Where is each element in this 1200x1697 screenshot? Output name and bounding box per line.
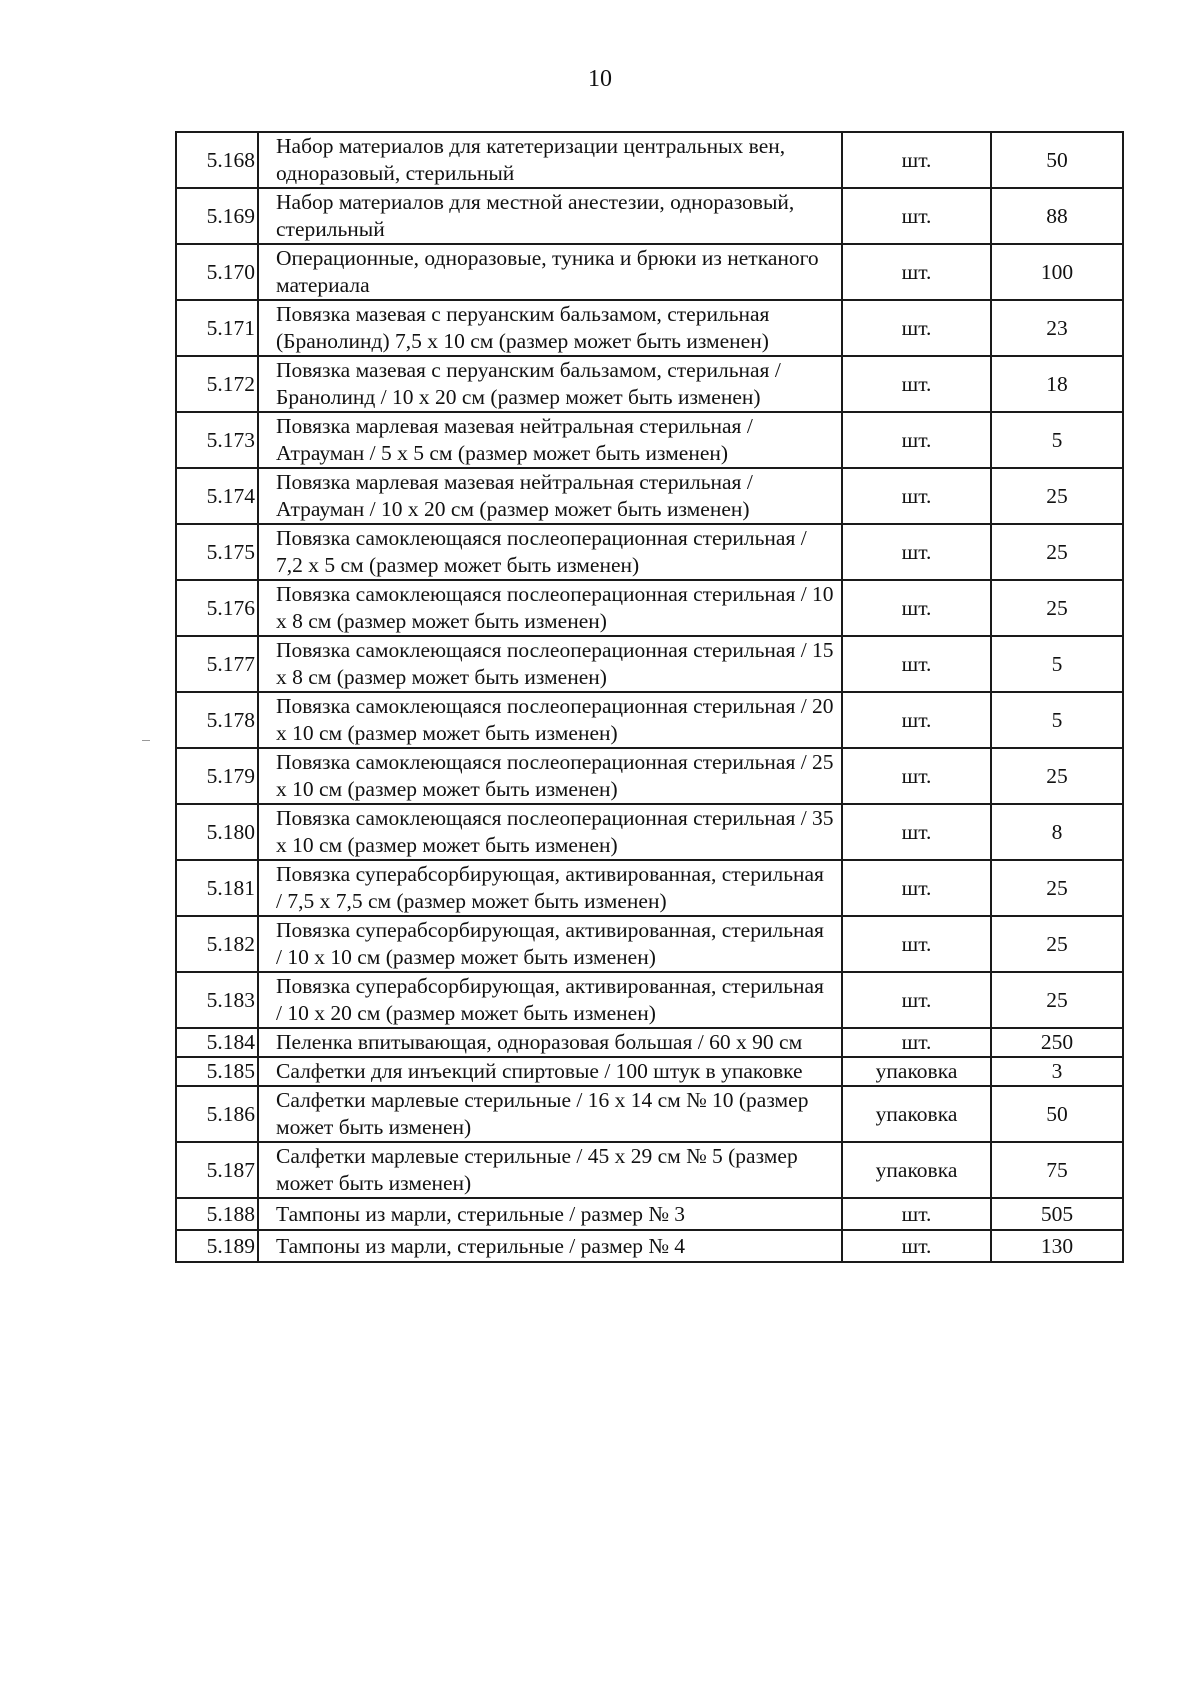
table-row: [176, 1086, 1123, 1142]
table-row: [176, 468, 1123, 524]
item-number: 5.175: [176, 524, 258, 580]
item-quantity: 18: [991, 356, 1123, 412]
table-row: [176, 580, 1123, 636]
item-description: Тампоны из марли, стерильные / размер № 3: [258, 1198, 842, 1230]
item-description: Повязка суперабсорбирующая, активированная, стерильная / 7,5 х 7,5 см (размер может быть изменен): [258, 860, 842, 916]
item-description: Повязка самоклеющаяся послеоперационная стерильная / 10 х 8 см (размер может быть изменен): [258, 580, 842, 636]
item-number: 5.178: [176, 692, 258, 748]
item-unit: шт.: [842, 188, 991, 244]
page-number: 10: [588, 66, 612, 92]
item-number: 5.172: [176, 356, 258, 412]
table-row: [176, 1230, 1123, 1262]
item-quantity: 100: [991, 244, 1123, 300]
item-number: 5.173: [176, 412, 258, 468]
table-row: [176, 244, 1123, 300]
item-quantity: 88: [991, 188, 1123, 244]
stray-scan-mark: [142, 740, 150, 741]
item-number: 5.170: [176, 244, 258, 300]
item-unit: упаковка: [842, 1086, 991, 1142]
item-description: Салфетки для инъекций спиртовые / 100 штук в упаковке: [258, 1057, 842, 1086]
item-unit: шт.: [842, 804, 991, 860]
item-quantity: 25: [991, 972, 1123, 1028]
item-description: Тампоны из марли, стерильные / размер № 4: [258, 1230, 842, 1262]
item-number: 5.177: [176, 636, 258, 692]
item-unit: шт.: [842, 412, 991, 468]
item-number: 5.188: [176, 1198, 258, 1230]
item-description: Повязка самоклеющаяся послеоперационная стерильная / 7,2 х 5 см (размер может быть изменен): [258, 524, 842, 580]
item-quantity: 3: [991, 1057, 1123, 1086]
table-row: [176, 636, 1123, 692]
item-unit: шт.: [842, 636, 991, 692]
item-quantity: 25: [991, 748, 1123, 804]
item-unit: шт.: [842, 916, 991, 972]
item-unit: шт.: [842, 580, 991, 636]
item-quantity: 50: [991, 132, 1123, 188]
item-quantity: 50: [991, 1086, 1123, 1142]
item-unit: шт.: [842, 1028, 991, 1057]
item-quantity: 23: [991, 300, 1123, 356]
item-description: Повязка самоклеющаяся послеоперационная стерильная / 20 х 10 см (размер может быть изменен): [258, 692, 842, 748]
item-number: 5.185: [176, 1057, 258, 1086]
item-unit: шт.: [842, 748, 991, 804]
item-number: 5.179: [176, 748, 258, 804]
item-description: Повязка суперабсорбирующая, активированная, стерильная / 10 х 10 см (размер может быть изменен): [258, 916, 842, 972]
item-quantity: 25: [991, 524, 1123, 580]
table-row: [176, 1028, 1123, 1057]
table-row: [176, 1142, 1123, 1198]
item-quantity: 25: [991, 468, 1123, 524]
table-row: [176, 804, 1123, 860]
item-quantity: 8: [991, 804, 1123, 860]
item-description: Повязка самоклеющаяся послеоперационная стерильная / 25 х 10 см (размер может быть изменен): [258, 748, 842, 804]
table-row: [176, 1057, 1123, 1086]
item-description: Повязка самоклеющаяся послеоперационная стерильная / 35 х 10 см (размер может быть изменен): [258, 804, 842, 860]
item-number: 5.174: [176, 468, 258, 524]
item-unit: шт.: [842, 860, 991, 916]
item-unit: шт.: [842, 972, 991, 1028]
item-number: 5.187: [176, 1142, 258, 1198]
items-table-body: [176, 132, 1123, 1262]
item-description: Повязка мазевая с перуанским бальзамом, стерильная / Бранолинд / 10 х 20 см (размер может быть изменен): [258, 356, 842, 412]
item-unit: шт.: [842, 300, 991, 356]
item-description: Повязка мазевая с перуанским бальзамом, стерильная (Бранолинд) 7,5 х 10 см (размер может быть изменен): [258, 300, 842, 356]
table-row: [176, 300, 1123, 356]
table-row: [176, 860, 1123, 916]
table-row: [176, 132, 1123, 188]
item-unit: шт.: [842, 468, 991, 524]
item-number: 5.169: [176, 188, 258, 244]
table-row: [176, 972, 1123, 1028]
item-unit: упаковка: [842, 1057, 991, 1086]
table-row: [176, 748, 1123, 804]
item-number: 5.171: [176, 300, 258, 356]
item-description: Повязка суперабсорбирующая, активированная, стерильная / 10 х 20 см (размер может быть изменен): [258, 972, 842, 1028]
item-description: Салфетки марлевые стерильные / 45 х 29 см № 5 (размер может быть изменен): [258, 1142, 842, 1198]
item-number: 5.189: [176, 1230, 258, 1262]
item-unit: шт.: [842, 1230, 991, 1262]
item-number: 5.184: [176, 1028, 258, 1057]
item-quantity: 505: [991, 1198, 1123, 1230]
item-quantity: 5: [991, 692, 1123, 748]
item-description: Набор материалов для катетеризации центральных вен, одноразовый, стерильный: [258, 132, 842, 188]
item-number: 5.181: [176, 860, 258, 916]
table-row: [176, 356, 1123, 412]
item-description: Операционные, одноразовые, туника и брюки из нетканого материала: [258, 244, 842, 300]
item-quantity: 25: [991, 860, 1123, 916]
items-table: [175, 131, 1124, 1263]
item-number: 5.182: [176, 916, 258, 972]
item-description: Пеленка впитывающая, одноразовая большая / 60 х 90 см: [258, 1028, 842, 1057]
item-description: Салфетки марлевые стерильные / 16 х 14 см № 10 (размер может быть изменен): [258, 1086, 842, 1142]
table-row: [176, 916, 1123, 972]
item-description: Набор материалов для местной анестезии, одноразовый, стерильный: [258, 188, 842, 244]
item-unit: шт.: [842, 244, 991, 300]
item-quantity: 25: [991, 916, 1123, 972]
table-row: [176, 412, 1123, 468]
table-row: [176, 188, 1123, 244]
item-quantity: 250: [991, 1028, 1123, 1057]
table-row: [176, 692, 1123, 748]
item-quantity: 75: [991, 1142, 1123, 1198]
item-number: 5.168: [176, 132, 258, 188]
item-quantity: 25: [991, 580, 1123, 636]
item-unit: шт.: [842, 356, 991, 412]
item-unit: шт.: [842, 1198, 991, 1230]
item-description: Повязка марлевая мазевая нейтральная стерильная / Атрауман / 10 х 20 см (размер может быть изменен): [258, 468, 842, 524]
item-description: Повязка самоклеющаяся послеоперационная стерильная / 15 х 8 см (размер может быть изменен): [258, 636, 842, 692]
item-unit: шт.: [842, 132, 991, 188]
item-number: 5.183: [176, 972, 258, 1028]
item-description: Повязка марлевая мазевая нейтральная стерильная / Атрауман / 5 х 5 см (размер может быть изменен): [258, 412, 842, 468]
item-quantity: 130: [991, 1230, 1123, 1262]
item-unit: упаковка: [842, 1142, 991, 1198]
table-row: [176, 1198, 1123, 1230]
table-row: [176, 524, 1123, 580]
item-number: 5.186: [176, 1086, 258, 1142]
item-quantity: 5: [991, 636, 1123, 692]
item-unit: шт.: [842, 524, 991, 580]
item-quantity: 5: [991, 412, 1123, 468]
item-number: 5.176: [176, 580, 258, 636]
item-number: 5.180: [176, 804, 258, 860]
item-unit: шт.: [842, 692, 991, 748]
